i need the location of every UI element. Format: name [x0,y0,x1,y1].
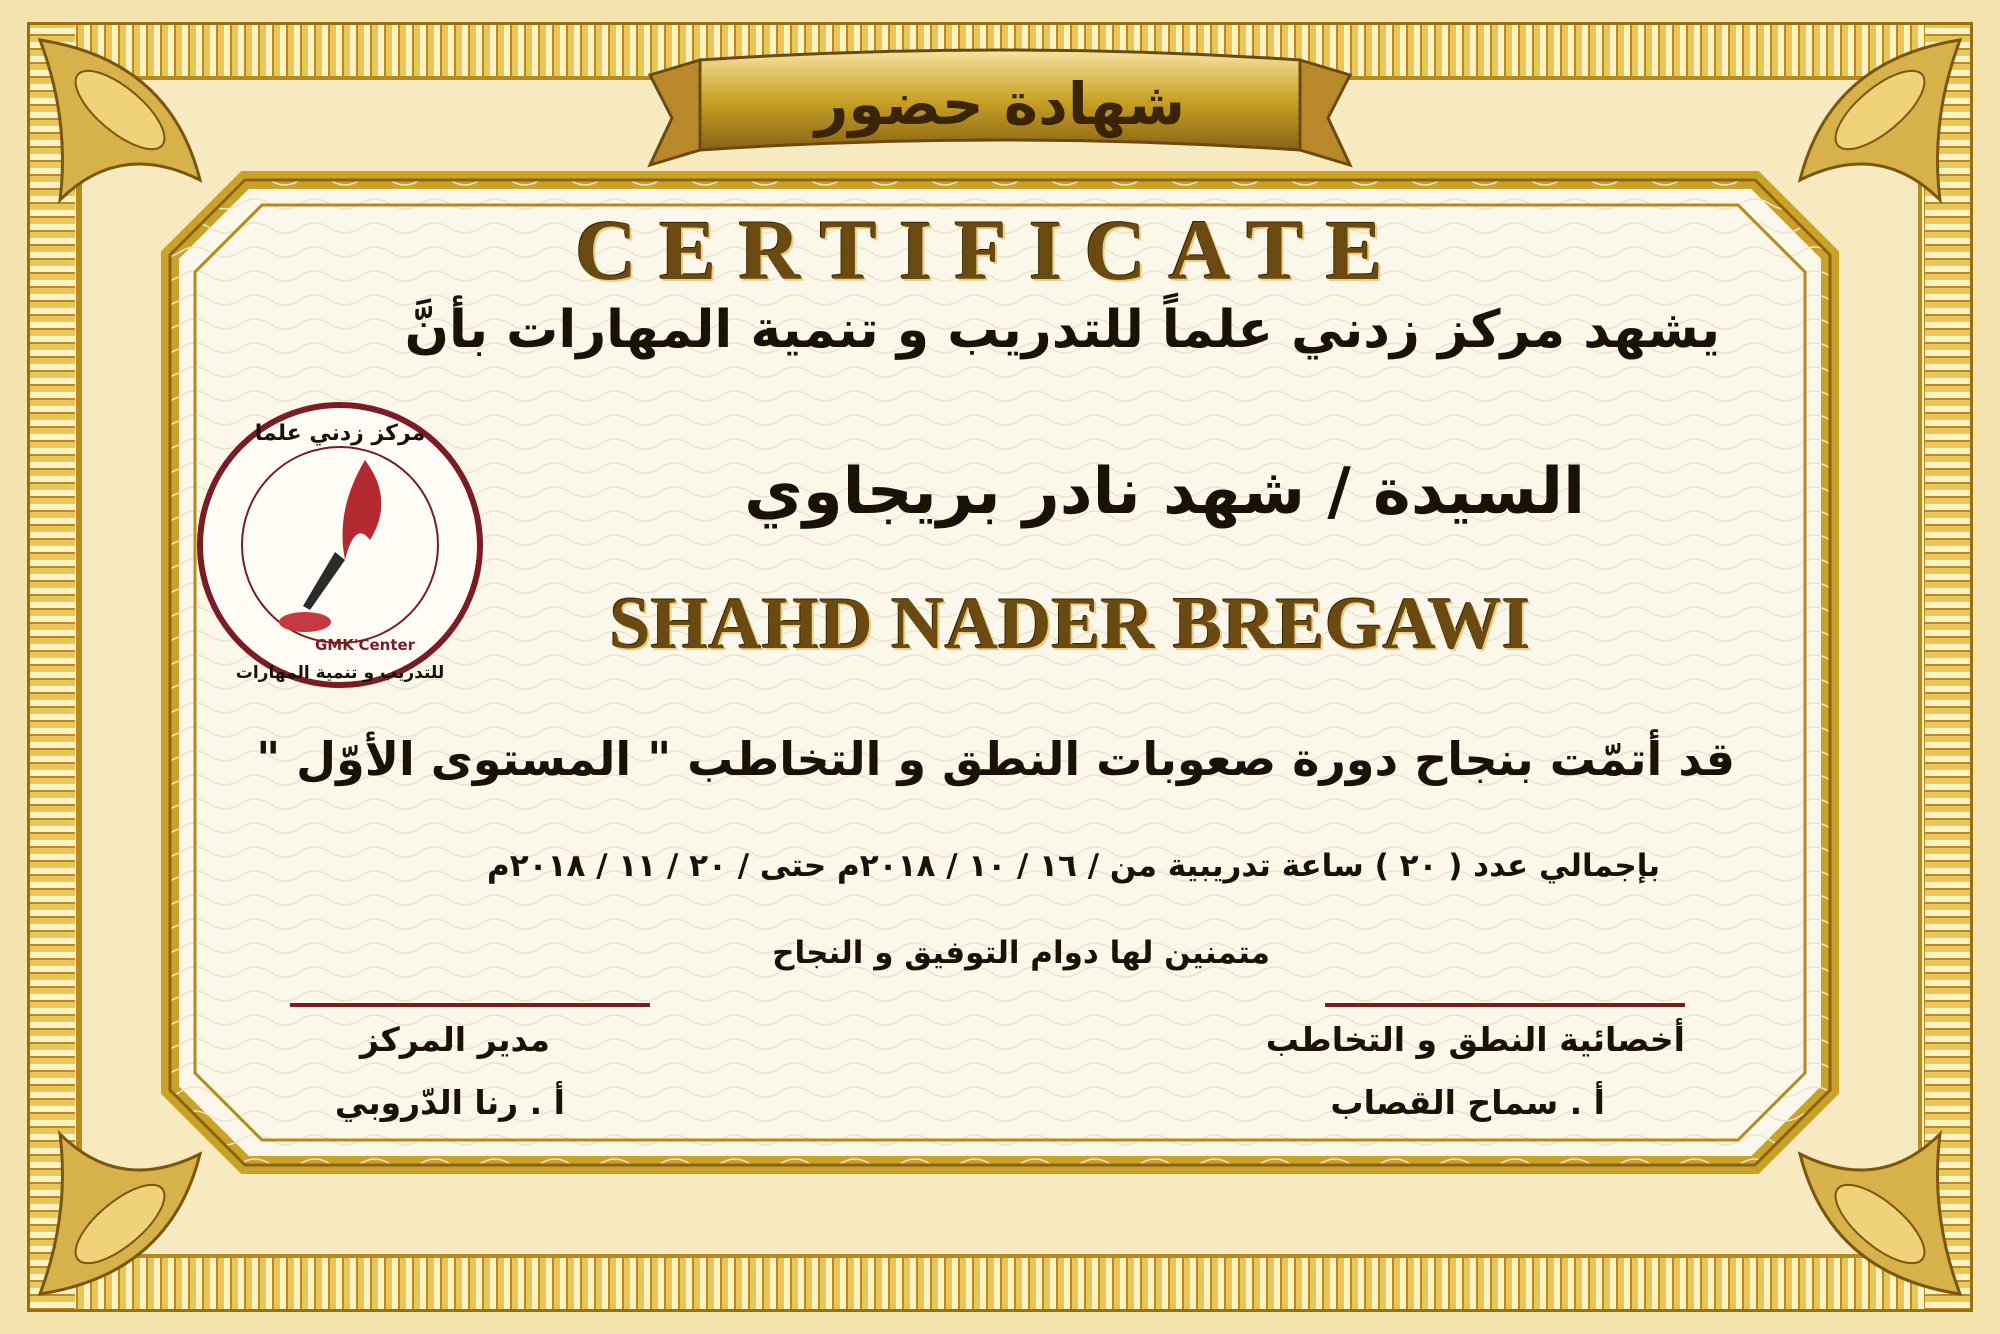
closing-wish: متمنين لها دوام التوفيق و النجاح [772,935,1270,971]
logo-arc-bottom: للتدريب و تنمية المهارات [235,663,445,683]
director-title: مدير المركز [360,1020,550,1059]
recipient-name-arabic: السيدة / شهد نادر بريجاوي [744,455,1585,529]
signature-line-right [1325,1003,1685,1007]
logo-arc-top: مركز زدني علما [254,421,426,446]
intro-text: يشهد مركز زدني علماً للتدريب و تنمية المهارات بأنَّ [404,300,1720,360]
director-name: أ . رنا الدّروبي [334,1083,565,1122]
recipient-name-english: SHAHD NADER BREGAWI [609,583,1531,665]
signature-line-left [290,1003,650,1007]
specialist-title: أخصائية النطق و التخاطب [1265,1020,1685,1059]
training-hours-text: بإجمالي عدد ( ٢٠ ) ساعة تدريبية من / ١٦ / ١٠ / ٢٠١٨م حتى / ٢٠ / ١١ / ٢٠١٨م [487,848,1660,884]
banner-title: شهادة حضور [814,70,1185,138]
certificate-heading: CERTIFICATE [575,202,1405,298]
specialist-name: أ . سماح القصاب [1330,1083,1605,1122]
logo-center-label: GMK'Center [315,636,416,654]
center-logo [195,400,485,690]
course-completion-text: قد أتمّت بنجاح دورة صعوبات النطق و التخاطب " المستوى الأوّل " [256,732,1735,786]
